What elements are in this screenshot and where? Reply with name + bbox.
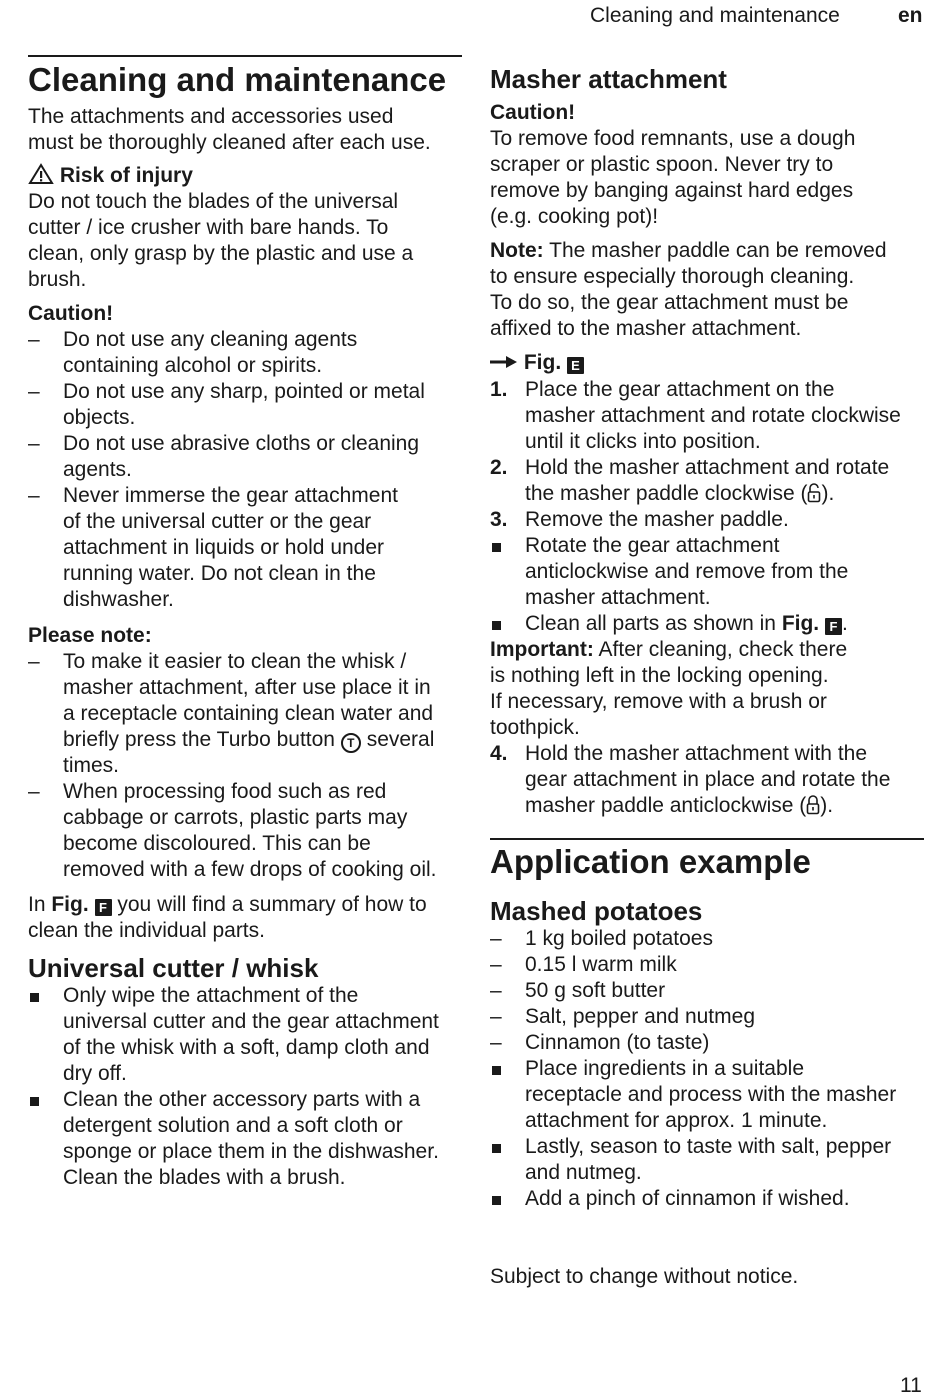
list-item: 2. Hold the masher attachment and rotate the masher paddle clockwise ( ). [490, 456, 890, 505]
subsection-title: Masher attachment [490, 64, 727, 94]
list-item: – 0.15 l warm milk [490, 953, 677, 976]
masher-steps [490, 377, 930, 819]
masher-caution: Caution! To remove food remnants, use a dough scraper or plastic spoon. Never try to remove by banging against hard edges (e.g. cooking pot)! [490, 100, 926, 230]
turbo-button-icon: T [341, 733, 361, 753]
unlock-icon [807, 483, 821, 503]
list-item: 3. Remove the masher paddle. [490, 508, 789, 531]
note-label: Please note: [28, 624, 152, 647]
list-item: – Do not use any cleaning agents containing alcohol or spirits. [28, 328, 358, 377]
page-header [0, 4, 950, 30]
figure-f-badge: F [95, 899, 112, 916]
warning-triangle-icon [28, 163, 54, 185]
list-item: – Salt, pepper and nutmeg [490, 1005, 755, 1028]
caution-label: Caution! [490, 101, 576, 124]
list-item: – When processing food such as red cabbage or carrots, plastic parts may become discoloured. This can be removed with a few drops of cooking oil. [28, 780, 437, 881]
list-item: – 1 kg boiled potatoes [490, 927, 713, 950]
arrow-right-icon [490, 355, 518, 369]
list-item: Clean all parts as shown in Fig. F . [490, 611, 930, 637]
list-item: Add a pinch of cinnamon if wished. [490, 1186, 930, 1212]
summary-text: In Fig. F you will find a summary of how to clean the individual parts. [28, 893, 427, 942]
caution-label: Caution! [28, 302, 114, 325]
list-item: – 50 g soft butter [490, 979, 666, 1002]
section-rule [490, 838, 924, 840]
recipe-list [490, 926, 930, 1212]
risk-warning: Risk of injury Do not touch the blades of the universal cutter / ice crusher with bare hands. To clean, only grasp by the plastic and use a brush. [28, 163, 463, 293]
section-title: Cleaning and maintenance [28, 61, 447, 98]
figure-e-badge: E [567, 357, 584, 374]
lock-icon [806, 795, 820, 815]
caution-block [28, 301, 463, 613]
intro-text: The attachments and accessories used must be thoroughly cleaned after each use. [28, 105, 431, 154]
section-title: Application example [490, 843, 811, 880]
list-item: – Do not use abrasive cloths or cleaning agents. [28, 432, 420, 481]
list-item: – Never immerse the gear attachment of the universal cutter or the gear attachment in liquids or hold under running water. Do not clean in the dishwasher. [28, 484, 398, 611]
masher-note: Note: The masher paddle can be removed to ensure especially thorough cleaning. To do so, the gear attachment must be affixed to the masher attachment. [490, 239, 887, 340]
list-item: – Cinnamon (to taste) [490, 1031, 710, 1054]
page-number: 11 [900, 1374, 922, 1395]
please-note-block [28, 623, 468, 883]
list-item: Lastly, season to taste with salt, pepper and nutmeg. [490, 1134, 930, 1186]
list-item: Clean the other accessory parts with a detergent solution and a soft cloth or sponge or place them in the dishwasher. Clean the blades with a brush. [28, 1087, 468, 1191]
list-item: Only wipe the attachment of the universal cutter and the gear attachment of the whisk with a soft, damp cloth and dry off. [28, 983, 468, 1087]
footer-note: Subject to change without notice. [490, 1265, 799, 1288]
figure-reference: Fig. E [490, 350, 584, 376]
universal-cutter-list [28, 983, 468, 1191]
important-note: Important: After cleaning, check there is nothing left in the locking opening. If necessary, remove with a brush or toothpick. [490, 638, 848, 739]
header-title: Cleaning and maintenance [590, 4, 840, 27]
list-item: 1. Place the gear attachment on the masher attachment and rotate clockwise until it clicks into position. [490, 378, 901, 453]
figure-f-badge: F [825, 618, 842, 635]
subsection-title: Mashed potatoes [490, 896, 703, 926]
list-item: Place ingredients in a suitable receptacle and process with the masher attachment for approx. 1 minute. [490, 1056, 930, 1134]
subsection-title: Universal cutter / whisk [28, 953, 319, 983]
list-item: 4. Hold the masher attachment with the gear attachment in place and rotate the masher paddle anticlockwise ( ). [490, 742, 891, 817]
risk-heading: Risk of injury [28, 163, 463, 189]
list-item: Rotate the gear attachment anticlockwise and remove from the masher attachment. [490, 533, 930, 611]
section-rule [28, 55, 462, 57]
list-item: – To make it easier to clean the whisk / masher attachment, after use place it in a receptacle containing clean water and briefly press the Turbo button T several times. [28, 650, 435, 777]
header-language: en [898, 4, 923, 27]
list-item: – Do not use any sharp, pointed or metal objects. [28, 380, 425, 429]
